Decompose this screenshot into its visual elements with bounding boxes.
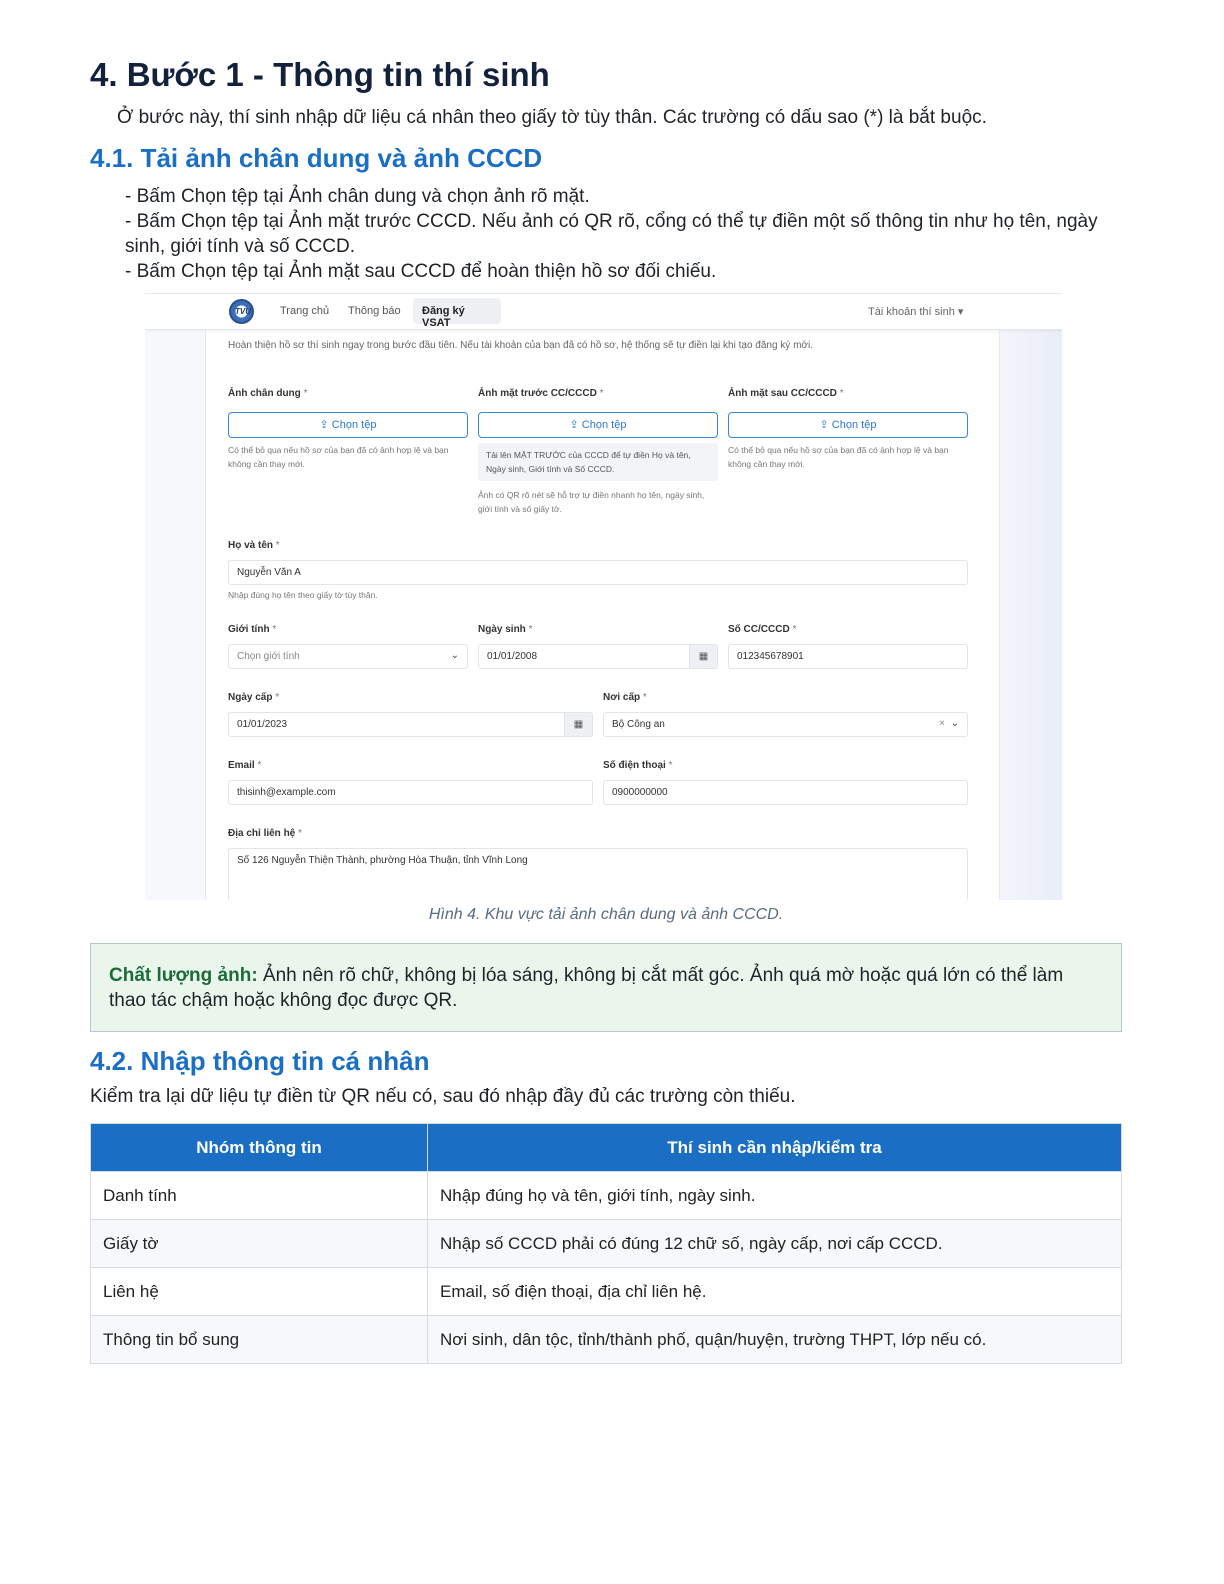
nav-notifications[interactable]: Thông báo xyxy=(348,305,401,317)
id-front-label: Ảnh mặt trước CC/CCCD * xyxy=(478,388,604,399)
bullet-item: - Bấm Chọn tệp tại Ảnh chân dung và chọn ảnh rõ mặt. xyxy=(125,186,590,207)
section2-intro: Kiểm tra lại dữ liệu tự điền từ QR nếu có, sau đó nhập đầy đủ các trường còn thiếu. xyxy=(90,1086,796,1107)
table-header: Nhóm thông tin xyxy=(91,1124,428,1172)
table-cell: Nơi sinh, dân tộc, tỉnh/thành phố, quận/huyện, trường THPT, lớp nếu có. xyxy=(428,1316,1122,1364)
upload-instructions xyxy=(125,184,1115,284)
note-title: Chất lượng ảnh: xyxy=(109,965,258,986)
fullname-input[interactable]: Nguyễn Văn A xyxy=(228,560,968,585)
portrait-label: Ảnh chân dung * xyxy=(228,388,308,399)
table-cell: Nhập số CCCD phải có đúng 12 chữ số, ngày cấp, nơi cấp CCCD. xyxy=(428,1220,1122,1268)
id-number-input[interactable]: 012345678901 xyxy=(728,644,968,669)
nav-register-vsat[interactable]: Đăng ký VSAT xyxy=(413,298,501,324)
gender-label: Giới tính * xyxy=(228,624,277,635)
id-back-label: Ảnh mặt sau CC/CCCD * xyxy=(728,388,844,399)
id-back-hint: Có thể bỏ qua nếu hồ sơ của bạn đã có ảnh hợp lệ và bạn không cần thay mới. xyxy=(728,445,949,469)
section-title-personal-info: 4.2. Nhập thông tin cá nhân xyxy=(90,1046,430,1076)
chevron-down-icon: ⌄ xyxy=(450,650,459,661)
photo-quality-note xyxy=(90,943,1122,1032)
dob-label: Ngày sinh * xyxy=(478,624,533,635)
account-menu[interactable]: Tài khoản thí sinh ▾ xyxy=(868,306,964,318)
issue-date-label: Ngày cấp * xyxy=(228,692,280,703)
portrait-hint: Có thể bỏ qua nếu hồ sơ của bạn đã có ảnh hợp lệ và bạn không cần thay mới. xyxy=(228,445,449,469)
table-cell: Liên hệ xyxy=(91,1268,428,1316)
bullet-item: - Bấm Chọn tệp tại Ảnh mặt trước CCCD. Nếu ảnh có QR rõ, cổng có thể tự điền một số thông tin như họ tên, ngày sinh, giới tính và số CCCD. xyxy=(125,211,1098,257)
issue-place-select[interactable]: Bộ Công an × ⌄ xyxy=(603,712,968,737)
intro-paragraph: Ở bước này, thí sinh nhập dữ liệu cá nhân theo giấy tờ tùy thân. Các trường có dấu sao (*) là bắt buộc. xyxy=(117,107,987,128)
table-cell: Thông tin bổ sung xyxy=(91,1316,428,1364)
fullname-label: Họ và tên * xyxy=(228,540,280,551)
table-cell: Email, số điện thoại, địa chỉ liên hệ. xyxy=(428,1268,1122,1316)
registration-form-card xyxy=(205,330,1000,900)
dob-input[interactable]: 01/01/2008 ▦ xyxy=(478,644,718,669)
gender-select[interactable]: Chọn giới tính ⌄ xyxy=(228,644,468,669)
table-header: Thí sinh cần nhập/kiểm tra xyxy=(428,1124,1122,1172)
screenshot-bg-left xyxy=(145,294,205,900)
form-screenshot xyxy=(145,293,1062,900)
fullname-hint: Nhập đúng họ tên theo giấy tờ tùy thân. xyxy=(228,590,378,600)
clear-icon[interactable]: × xyxy=(939,718,945,729)
table-cell: Giấy tờ xyxy=(91,1220,428,1268)
nav-home[interactable]: Trang chủ xyxy=(280,305,330,317)
calendar-icon[interactable]: ▦ xyxy=(689,645,717,668)
phone-label: Số điện thoại * xyxy=(603,760,673,771)
page-heading: 4. Bước 1 - Thông tin thí sinh xyxy=(90,56,550,93)
section-title-upload: 4.1. Tải ảnh chân dung và ảnh CCCD xyxy=(90,143,543,173)
bullet-item: - Bấm Chọn tệp tại Ảnh mặt sau CCCD để hoàn thiện hồ sơ đối chiếu. xyxy=(125,261,717,282)
address-label: Địa chỉ liên hệ * xyxy=(228,828,302,839)
logo[interactable]: TVU xyxy=(229,299,254,324)
phone-input[interactable]: 0900000000 xyxy=(603,780,968,805)
table-cell: Danh tính xyxy=(91,1172,428,1220)
table-row xyxy=(91,1172,1122,1220)
issue-place-label: Nơi cấp * xyxy=(603,692,647,703)
email-label: Email * xyxy=(228,760,262,771)
address-textarea[interactable]: Số 126 Nguyễn Thiện Thành, phường Hòa Thuận, tỉnh Vĩnh Long xyxy=(228,848,968,900)
portrait-upload-button[interactable]: ⇪ Chọn tệp xyxy=(228,412,468,438)
id-front-upload-button[interactable]: ⇪ Chọn tệp xyxy=(478,412,718,438)
table-row xyxy=(91,1268,1122,1316)
form-subtitle: Hoàn thiện hồ sơ thí sinh ngay trong bước đầu tiên. Nếu tài khoản của bạn đã có hồ sơ, hệ thống sẽ tự điền lại khi tạo đăng ký mới. xyxy=(228,340,813,351)
screenshot-bg-right xyxy=(1000,294,1062,900)
issue-date-input[interactable]: 01/01/2023 ▦ xyxy=(228,712,593,737)
id-front-hint: Ảnh có QR rõ nét sẽ hỗ trợ tự điền nhanh họ tên, ngày sinh, giới tính và số giấy tờ. xyxy=(478,490,705,514)
id-number-label: Số CC/CCCD * xyxy=(728,624,797,635)
qr-autofill-note: Tải lên MẶT TRƯỚC của CCCD để tự điền Họ và tên, Ngày sinh, Giới tính và Số CCCD. xyxy=(478,443,718,481)
calendar-icon[interactable]: ▦ xyxy=(564,713,592,736)
id-back-upload-button[interactable]: ⇪ Chọn tệp xyxy=(728,412,968,438)
email-input[interactable]: thisinh@example.com xyxy=(228,780,593,805)
table-row xyxy=(91,1220,1122,1268)
table-cell: Nhập đúng họ và tên, giới tính, ngày sinh. xyxy=(428,1172,1122,1220)
chevron-down-icon: ⌄ xyxy=(950,718,959,729)
note-text: Ảnh nên rõ chữ, không bị lóa sáng, không bị cắt mất góc. Ảnh quá mờ hoặc quá lớn có thể làm thao tác chậm hoặc không đọc được QR. xyxy=(109,965,1064,1011)
figure-caption: Hình 4. Khu vực tải ảnh chân dung và ảnh CCCD. xyxy=(428,906,784,923)
info-table xyxy=(90,1123,1122,1364)
table-row xyxy=(91,1316,1122,1364)
table-header-row xyxy=(91,1124,1122,1172)
top-navbar xyxy=(145,294,1062,330)
